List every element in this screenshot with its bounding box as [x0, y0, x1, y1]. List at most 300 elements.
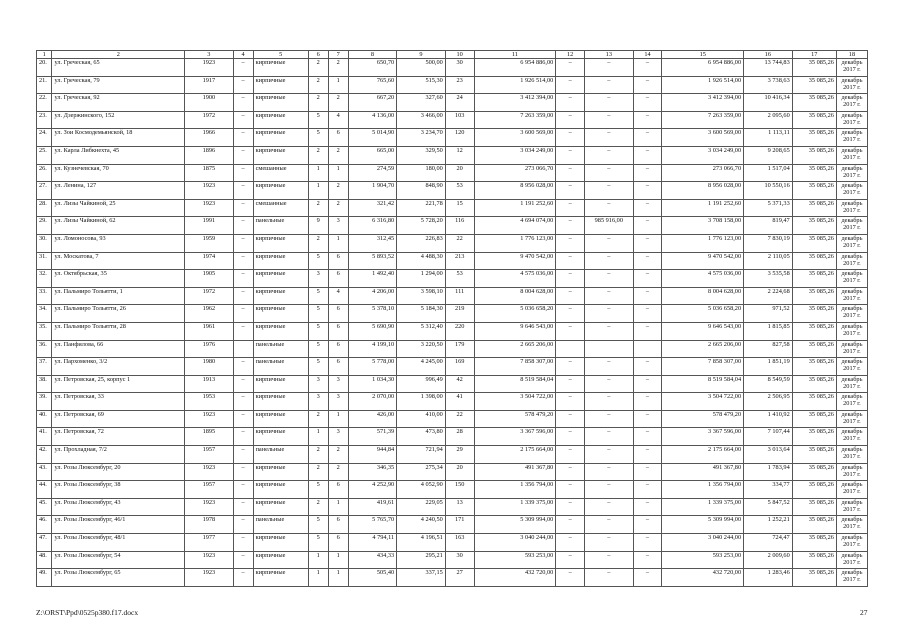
table-cell: 985 916,00: [585, 217, 634, 235]
table-cell: 571,39: [348, 428, 397, 446]
table-cell: –: [233, 287, 253, 305]
table-cell: декабрь 2017 г.: [836, 59, 867, 77]
table-cell: декабрь 2017 г.: [836, 111, 867, 129]
table-cell: 40.: [37, 410, 52, 428]
table-cell: –: [233, 94, 253, 112]
table-cell: 7 858 307,00: [474, 358, 556, 376]
table-cell: декабрь 2017 г.: [836, 340, 867, 358]
table-cell: 1 356 794,00: [474, 481, 556, 499]
table-cell: 5: [308, 340, 328, 358]
table-row: [37, 410, 868, 428]
table-cell: 3 600 569,00: [474, 129, 556, 147]
table-cell: 1 926 514,00: [662, 76, 744, 94]
table-cell: 1: [308, 164, 328, 182]
table-cell: 5 309 994,00: [662, 516, 744, 534]
table-row: [37, 569, 868, 587]
table-cell: –: [556, 393, 585, 411]
table-cell: –: [556, 252, 585, 270]
table-cell: декабрь 2017 г.: [836, 94, 867, 112]
table-cell: 593 253,00: [474, 551, 556, 569]
table-cell: 26.: [37, 164, 52, 182]
table-row: [37, 358, 868, 376]
column-number-header: 11: [474, 51, 556, 59]
table-row: [37, 59, 868, 77]
table-cell: 5: [308, 322, 328, 340]
table-cell: 49.: [37, 569, 52, 587]
table-cell: 179: [445, 340, 474, 358]
table-cell: 819,47: [744, 217, 793, 235]
table-cell: кирпичные: [253, 94, 308, 112]
table-cell: 1 398,00: [397, 393, 446, 411]
table-cell: –: [633, 182, 662, 200]
table-cell: 1976: [185, 340, 234, 358]
table-cell: 35 085,26: [792, 146, 836, 164]
table-cell: –: [556, 534, 585, 552]
table-cell: 229,05: [397, 498, 446, 516]
table-cell: –: [633, 322, 662, 340]
table-cell: –: [233, 393, 253, 411]
table-cell: ул. Пальмиро Тольятти, 1: [52, 287, 185, 305]
table-cell: 28.: [37, 199, 52, 217]
table-cell: 3 598,10: [397, 287, 446, 305]
table-cell: 6: [328, 516, 348, 534]
table-cell: кирпичные: [253, 234, 308, 252]
table-cell: –: [233, 358, 253, 376]
table-cell: 275,34: [397, 463, 446, 481]
table-cell: –: [585, 59, 634, 77]
table-cell: 35 085,26: [792, 446, 836, 464]
table-cell: 2 665 206,00: [662, 340, 744, 358]
table-cell: 312,45: [348, 234, 397, 252]
table-cell: –: [633, 252, 662, 270]
table-cell: ул. Лизы Чайкиной, 25: [52, 199, 185, 217]
table-cell: 38.: [37, 375, 52, 393]
table-cell: 35 085,26: [792, 111, 836, 129]
table-cell: –: [633, 534, 662, 552]
table-cell: –: [233, 164, 253, 182]
table-cell: –: [633, 59, 662, 77]
table-cell: 3 466,00: [397, 111, 446, 129]
table-cell: 23: [445, 76, 474, 94]
table-cell: 39.: [37, 393, 52, 411]
table-cell: –: [556, 146, 585, 164]
table-cell: –: [556, 217, 585, 235]
table-cell: 9 208,65: [744, 146, 793, 164]
table-cell: –: [633, 498, 662, 516]
table-cell: 578 479,20: [474, 410, 556, 428]
table-cell: 35 085,26: [792, 375, 836, 393]
table-cell: 35 085,26: [792, 498, 836, 516]
column-number-header: 15: [662, 51, 744, 59]
table-cell: 5 690,90: [348, 322, 397, 340]
table-cell: ул. Лизы Чайкиной, 62: [52, 217, 185, 235]
table-cell: 1900: [185, 94, 234, 112]
table-cell: –: [633, 375, 662, 393]
document-file-path: Z:\ORST\Ppd\0525p380.f17.docx: [36, 608, 139, 617]
table-cell: ул. Пальмиро Тольятти, 28: [52, 322, 185, 340]
table-cell: 22.: [37, 94, 52, 112]
table-cell: –: [556, 498, 585, 516]
table-cell: 20.: [37, 59, 52, 77]
table-cell: –: [585, 428, 634, 446]
table-cell: –: [556, 94, 585, 112]
table-cell: декабрь 2017 г.: [836, 481, 867, 499]
column-number-header: 5: [253, 51, 308, 59]
table-cell: –: [633, 199, 662, 217]
table-cell: 30: [445, 59, 474, 77]
table-cell: ул. Пальмиро Тольятти, 26: [52, 305, 185, 323]
table-cell: –: [556, 164, 585, 182]
table-cell: кирпичные: [253, 463, 308, 481]
table-cell: 1977: [185, 534, 234, 552]
table-cell: 9 646 543,00: [474, 322, 556, 340]
table-row: [37, 234, 868, 252]
table-cell: 44.: [37, 481, 52, 499]
table-cell: –: [556, 551, 585, 569]
table-cell: 1923: [185, 463, 234, 481]
table-cell: 3: [328, 375, 348, 393]
table-row: [37, 375, 868, 393]
table-cell: –: [233, 76, 253, 94]
table-row: [37, 270, 868, 288]
table-cell: –: [233, 252, 253, 270]
table-cell: 3: [328, 217, 348, 235]
table-cell: 3 600 569,00: [662, 129, 744, 147]
column-number-header: 17: [792, 51, 836, 59]
table-cell: 3 412 394,00: [474, 94, 556, 112]
table-cell: 8 004 628,00: [474, 287, 556, 305]
table-cell: 8 519 584,04: [474, 375, 556, 393]
table-cell: 1: [308, 551, 328, 569]
table-cell: кирпичные: [253, 481, 308, 499]
table-cell: 33.: [37, 287, 52, 305]
table-cell: 5 778,00: [348, 358, 397, 376]
table-cell: панельные: [253, 446, 308, 464]
table-cell: 24: [445, 94, 474, 112]
table-cell: декабрь 2017 г.: [836, 199, 867, 217]
column-number-header: 6: [308, 51, 328, 59]
table-cell: –: [233, 234, 253, 252]
table-cell: 42.: [37, 446, 52, 464]
table-cell: ул. Москатова, 7: [52, 252, 185, 270]
table-cell: декабрь 2017 г.: [836, 287, 867, 305]
table-cell: ул. Греческая, 65: [52, 59, 185, 77]
table-cell: 1 517,04: [744, 164, 793, 182]
table-cell: –: [585, 199, 634, 217]
table-cell: 220: [445, 322, 474, 340]
table-cell: 426,00: [348, 410, 397, 428]
table-cell: декабрь 2017 г.: [836, 551, 867, 569]
table-cell: 4 240,50: [397, 516, 446, 534]
table-cell: ул. Розы Люксембург, 54: [52, 551, 185, 569]
table-cell: 5 893,52: [348, 252, 397, 270]
table-cell: 12: [445, 146, 474, 164]
table-cell: 23.: [37, 111, 52, 129]
table-cell: –: [233, 534, 253, 552]
table-cell: 35 085,26: [792, 463, 836, 481]
table-cell: 1: [328, 234, 348, 252]
table-cell: 5: [308, 481, 328, 499]
table-cell: 346,35: [348, 463, 397, 481]
table-cell: 21.: [37, 76, 52, 94]
table-cell: –: [633, 164, 662, 182]
table-cell: 432 720,00: [474, 569, 556, 587]
table-cell: 1: [308, 182, 328, 200]
table-cell: 724,47: [744, 534, 793, 552]
table-cell: –: [233, 270, 253, 288]
column-number-header: 18: [836, 51, 867, 59]
table-cell: декабрь 2017 г.: [836, 569, 867, 587]
table-row: [37, 393, 868, 411]
table-cell: 5 014,90: [348, 129, 397, 147]
table-cell: 7 858 307,00: [662, 358, 744, 376]
table-cell: –: [233, 182, 253, 200]
table-cell: 3 013,64: [744, 446, 793, 464]
table-cell: –: [585, 410, 634, 428]
table-cell: 2: [328, 146, 348, 164]
table-cell: 169: [445, 358, 474, 376]
table-cell: 473,80: [397, 428, 446, 446]
table-cell: 29: [445, 446, 474, 464]
table-cell: 15: [445, 199, 474, 217]
table-cell: кирпичные: [253, 375, 308, 393]
table-cell: 8 549,59: [744, 375, 793, 393]
table-cell: 35 085,26: [792, 217, 836, 235]
table-cell: кирпичные: [253, 428, 308, 446]
table-cell: –: [556, 358, 585, 376]
table-cell: 1923: [185, 569, 234, 587]
table-cell: 273 066,70: [474, 164, 556, 182]
table-cell: 434,33: [348, 551, 397, 569]
table-cell: –: [585, 516, 634, 534]
table-cell: [233, 340, 253, 358]
table-cell: 650,70: [348, 59, 397, 77]
table-cell: 1966: [185, 129, 234, 147]
table-cell: –: [233, 111, 253, 129]
table-cell: 2 175 664,00: [474, 446, 556, 464]
table-cell: 5 765,70: [348, 516, 397, 534]
table-row: [37, 252, 868, 270]
table-cell: 35 085,26: [792, 340, 836, 358]
table-cell: 500,00: [397, 59, 446, 77]
table-row: [37, 94, 868, 112]
table-cell: кирпичные: [253, 287, 308, 305]
table-cell: –: [556, 481, 585, 499]
table-cell: –: [585, 534, 634, 552]
table-cell: –: [585, 164, 634, 182]
table-cell: 35 085,26: [792, 182, 836, 200]
table-cell: 28: [445, 428, 474, 446]
table-cell: декабрь 2017 г.: [836, 446, 867, 464]
table-cell: 36.: [37, 340, 52, 358]
table-cell: 6: [328, 340, 348, 358]
table-cell: 321,42: [348, 199, 397, 217]
table-cell: ул. Карла Либкнехта, 45: [52, 146, 185, 164]
table-cell: 53: [445, 182, 474, 200]
table-cell: 6: [328, 534, 348, 552]
table-cell: кирпичные: [253, 305, 308, 323]
table-cell: декабрь 2017 г.: [836, 410, 867, 428]
table-cell: 2: [308, 146, 328, 164]
table-cell: 2: [308, 234, 328, 252]
table-row: [37, 322, 868, 340]
table-cell: 5 036 658,20: [474, 305, 556, 323]
table-cell: 2: [308, 94, 328, 112]
table-cell: 2 095,60: [744, 111, 793, 129]
table-cell: 13: [445, 498, 474, 516]
table-cell: 721,94: [397, 446, 446, 464]
table-cell: ул. Греческая, 79: [52, 76, 185, 94]
table-cell: 593 253,00: [662, 551, 744, 569]
table-cell: 1 783,94: [744, 463, 793, 481]
table-cell: 1957: [185, 446, 234, 464]
table-cell: –: [556, 569, 585, 587]
table-cell: –: [585, 252, 634, 270]
table-cell: 1 191 252,60: [474, 199, 556, 217]
table-cell: 2: [308, 76, 328, 94]
table-cell: 35 085,26: [792, 481, 836, 499]
table-cell: 1953: [185, 393, 234, 411]
table-cell: –: [556, 76, 585, 94]
table-cell: 6: [328, 305, 348, 323]
table-cell: 41: [445, 393, 474, 411]
table-cell: 1923: [185, 59, 234, 77]
table-cell: 35 085,26: [792, 516, 836, 534]
table-row: [37, 199, 868, 217]
table-cell: декабрь 2017 г.: [836, 234, 867, 252]
table-cell: 827,58: [744, 340, 793, 358]
table-cell: 2: [308, 410, 328, 428]
table-cell: –: [585, 94, 634, 112]
table-cell: ул. Зои Космодемьянской, 18: [52, 129, 185, 147]
table-cell: 5 036 658,20: [662, 305, 744, 323]
table-cell: –: [556, 111, 585, 129]
table-cell: 1 776 123,00: [474, 234, 556, 252]
table-cell: 1: [328, 551, 348, 569]
table-cell: кирпичные: [253, 59, 308, 77]
table-cell: 5: [308, 305, 328, 323]
table-cell: 1 339 375,00: [474, 498, 556, 516]
table-cell: 3 738,63: [744, 76, 793, 94]
table-cell: 219: [445, 305, 474, 323]
table-cell: 35 085,26: [792, 534, 836, 552]
table-cell: ул. Дзержинского, 152: [52, 111, 185, 129]
table-cell: 5: [308, 358, 328, 376]
table-cell: декабрь 2017 г.: [836, 252, 867, 270]
table-cell: 5: [308, 534, 328, 552]
table-cell: 37.: [37, 358, 52, 376]
table-cell: 5: [308, 111, 328, 129]
table-cell: –: [556, 463, 585, 481]
table-cell: 1: [328, 498, 348, 516]
table-cell: 27: [445, 569, 474, 587]
column-number-header: 7: [328, 51, 348, 59]
table-row: [37, 463, 868, 481]
table-cell: 2 665 206,00: [474, 340, 556, 358]
table-cell: 35 085,26: [792, 358, 836, 376]
table-cell: 35 085,26: [792, 551, 836, 569]
table-cell: 1913: [185, 375, 234, 393]
table-cell: кирпичные: [253, 252, 308, 270]
table-cell: 9 646 543,00: [662, 322, 744, 340]
table-cell: –: [633, 446, 662, 464]
table-row: [37, 340, 868, 358]
table-cell: –: [633, 76, 662, 94]
table-cell: –: [233, 146, 253, 164]
table-cell: ул. Розы Люксембург, 38: [52, 481, 185, 499]
table-cell: 1991: [185, 217, 234, 235]
table-cell: ул. Розы Люксембург, 48/1: [52, 534, 185, 552]
table-cell: –: [585, 111, 634, 129]
table-cell: 6: [328, 322, 348, 340]
table-cell: 4: [328, 287, 348, 305]
table-cell: 3 708 158,00: [662, 217, 744, 235]
table-cell: 1875: [185, 164, 234, 182]
table-cell: –: [556, 516, 585, 534]
table-cell: 35 085,26: [792, 164, 836, 182]
table-cell: 515,30: [397, 76, 446, 94]
table-cell: 35 085,26: [792, 428, 836, 446]
table-cell: кирпичные: [253, 498, 308, 516]
table-cell: 5: [308, 516, 328, 534]
table-cell: 3 367 596,00: [662, 428, 744, 446]
table-cell: –: [556, 287, 585, 305]
table-cell: 3: [308, 270, 328, 288]
table-cell: 1 904,70: [348, 182, 397, 200]
table-cell: 7 830,19: [744, 234, 793, 252]
table-cell: декабрь 2017 г.: [836, 534, 867, 552]
table-cell: 9: [308, 217, 328, 235]
table-cell: 35 085,26: [792, 59, 836, 77]
table-cell: 1: [328, 164, 348, 182]
table-header-row: [37, 51, 868, 59]
table-cell: 5: [308, 252, 328, 270]
table-cell: 3 220,50: [397, 340, 446, 358]
table-cell: 35 085,26: [792, 252, 836, 270]
table-cell: 848,90: [397, 182, 446, 200]
table-cell: –: [633, 410, 662, 428]
table-cell: 334,77: [744, 481, 793, 499]
table-cell: 4 199,10: [348, 340, 397, 358]
register-table: [36, 50, 868, 587]
table-cell: кирпичные: [253, 534, 308, 552]
table-cell: кирпичные: [253, 129, 308, 147]
table-cell: 4 488,30: [397, 252, 446, 270]
table-cell: 150: [445, 481, 474, 499]
table-cell: –: [556, 234, 585, 252]
table-cell: –: [585, 146, 634, 164]
table-cell: –: [633, 569, 662, 587]
column-number-header: 12: [556, 51, 585, 59]
table-cell: 3: [308, 375, 328, 393]
table-cell: 4 245,00: [397, 358, 446, 376]
table-cell: –: [633, 481, 662, 499]
table-cell: ул. Ленина, 127: [52, 182, 185, 200]
table-cell: –: [556, 322, 585, 340]
table-cell: 3 234,70: [397, 129, 446, 147]
table-cell: 2: [308, 463, 328, 481]
table-cell: 20: [445, 164, 474, 182]
table-cell: 43.: [37, 463, 52, 481]
table-cell: 1895: [185, 428, 234, 446]
table-cell: 30: [445, 551, 474, 569]
table-cell: –: [633, 516, 662, 534]
table-cell: –: [556, 199, 585, 217]
table-cell: 1 851,19: [744, 358, 793, 376]
table-cell: панельные: [253, 217, 308, 235]
table-cell: 31.: [37, 252, 52, 270]
table-row: [37, 534, 868, 552]
